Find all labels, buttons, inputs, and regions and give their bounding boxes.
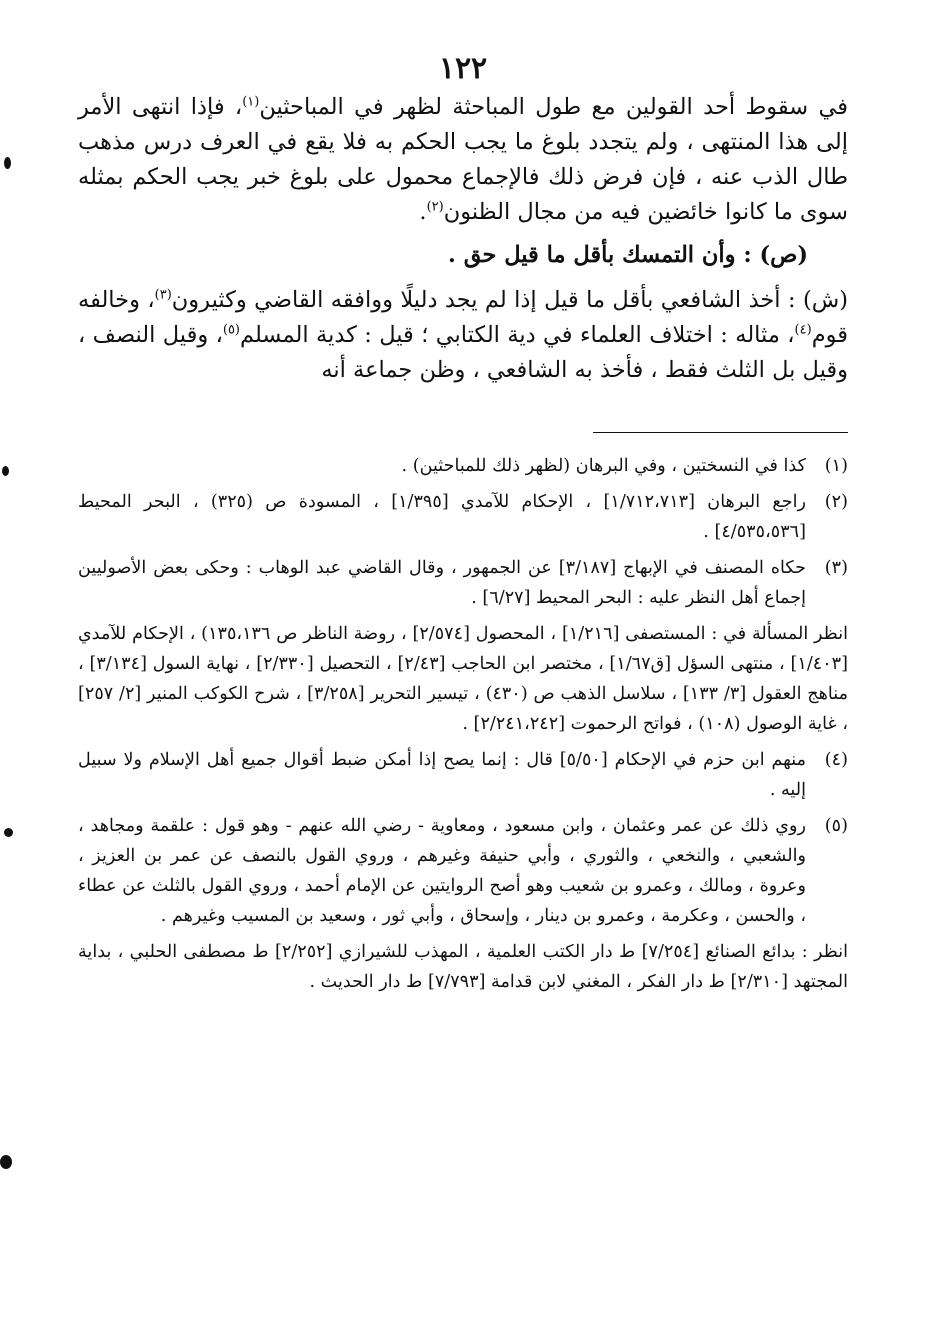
footnote-text: حكاه المصنف في الإبهاج [٣/١٨٧] عن الجمهور ، وقال القاضي عبد الوهاب : وحكى بعض الأصوليين إجماع أهل النظر عليه : البحر المحيط [٦/٢٧] . <box>78 558 807 608</box>
footnote-text: روي ذلك عن عمر وعثمان ، وابن مسعود ، ومعاوية - رضي الله عنهم - وهو قول : علقمة ومجاهد ، والشعبي ، والنخعي ، والثوري ، وأبي حنيفة وغيرهم ، وروي القول بالنصف عن عمر بن العزيز ، وعروة ، ومالك ، وعمرو بن شعيب وهو أصح الروايتين عن الإمام أحمد ، وروي القول بالثلث عن عطاء ، والحسن ، وعكرمة ، وعمرو بن دينار ، وإسحاق ، وأبي ثور ، وسعيد بن المسيب وغيرهم . <box>78 816 806 926</box>
footnote <box>78 745 848 805</box>
footnote-ref[interactable]: (٣) <box>154 287 172 303</box>
footnote <box>78 487 848 547</box>
footnote-number: (٣) <box>824 558 848 578</box>
footnote-ref[interactable]: (٢) <box>426 199 444 215</box>
text-run: في سقوط أحد القولين مع طول المباحثة لظهر في المباحثين <box>259 94 849 120</box>
text-run: ، مثاله : اختلاف العلماء في دية الكتابي ؛ قيل : كدية المسلم <box>240 322 795 348</box>
footnotes <box>78 451 848 997</box>
page-number: ١٢٢ <box>438 51 488 86</box>
paragraph <box>78 90 848 230</box>
footnote-ref[interactable]: (٥) <box>222 322 240 338</box>
text-run: ، وخالفه قوم <box>78 287 848 348</box>
main-text <box>78 90 848 388</box>
footnote-continuation <box>78 619 848 739</box>
footnote-number: (٥) <box>824 816 848 836</box>
footnote-text: انظر : بدائع الصنائع [٧/٢٥٤] ط دار الكتب العلمية ، المهذب للشيرازي [٢/٢٥٢] ط مصطفى الحلبي ، بداية المجتهد [٢/٣١٠] ط دار الفكر ، المغني لابن قدامة [٧/٧٩٣] ط دار الحديث . <box>78 942 848 992</box>
scan-mark <box>0 1155 12 1169</box>
footnote-ref[interactable]: (١) <box>242 94 260 110</box>
footnote-divider <box>593 432 848 433</box>
footnote-number: (١) <box>824 456 848 476</box>
footnote-text: منهم ابن حزم في الإحكام [٥/٥٠] قال : إنما يصح إذا أمكن ضبط أقوال جميع أهل الإسلام ولا سبيل إليه . <box>78 750 806 800</box>
footnote <box>78 811 848 931</box>
footnote-text: راجع البرهان [١/٧١٢،٧١٣] ، الإحكام للآمدي [١/٣٩٥] ، المسودة ص (٣٢٥) ، البحر المحيط [٤/٥٣٥،٥٣٦] . <box>78 492 806 542</box>
paragraph <box>78 283 848 388</box>
book-page <box>78 52 848 1003</box>
scan-mark <box>4 157 11 169</box>
scan-mark <box>2 466 9 476</box>
text-run: ، وقيل النصف ، وقيل بل الثلث فقط ، فأخذ به الشافعي ، وظن جماعة أنه <box>78 322 848 383</box>
scan-mark <box>4 828 13 837</box>
footnote-text: كذا في النسختين ، وفي البرهان (لظهر ذلك للمباحثين) . <box>401 456 806 476</box>
text-statement: (ص) : وأن التمسك بأقل ما قيل حق . <box>448 242 808 268</box>
footnote-number: (٢) <box>824 492 848 512</box>
footnote <box>78 553 848 613</box>
footnote-ref[interactable]: (٤) <box>794 322 812 338</box>
footnote-continuation <box>78 937 848 997</box>
footnote <box>78 451 848 481</box>
text-run: (ش) : أخذ الشافعي بأقل ما قيل إذا لم يجد دليلًا ووافقه القاضي وكثيرون <box>171 287 848 313</box>
text-run: ، فإذا انتهى الأمر إلى هذا المنتهى ، ولم يتجدد بلوغ ما يجب الحكم به فلا يقع في العرف درس مذهب طال الذب عنه ، فإن فرض ذلك فالإجماع محمول على بلوغ خبر يجب الحكم بمثله سوى ما كانوا خائضين فيه من مجال الظنون <box>78 94 848 225</box>
footnote-text: انظر المسألة في : المستصفى [١/٢١٦] ، المحصول [٢/٥٧٤] ، روضة الناظر ص ١٣٥،١٣٦) ، الإحكام للآمدي [١/٤٠٣] ، منتهى السؤل [ق١/٦٧] ، مختصر ابن الحاجب [٢/٤٣] ، التحصيل [٢/٣٣٠] ، نهاية السول [٣/١٣٤] ، مناهج العقول [٣/ ١٣٣] ، سلاسل الذهب ص (٤٣٠) ، تيسير التحرير [٣/٢٥٨] ، شرح الكوكب المنير [٢/ ٢٥٧] ، غاية الوصول (١٠٨) ، فواتح الرحموت [٢/٢٤١،٢٤٢] . <box>78 624 848 734</box>
footnote-number: (٤) <box>824 750 848 770</box>
text-run: . <box>419 199 427 225</box>
